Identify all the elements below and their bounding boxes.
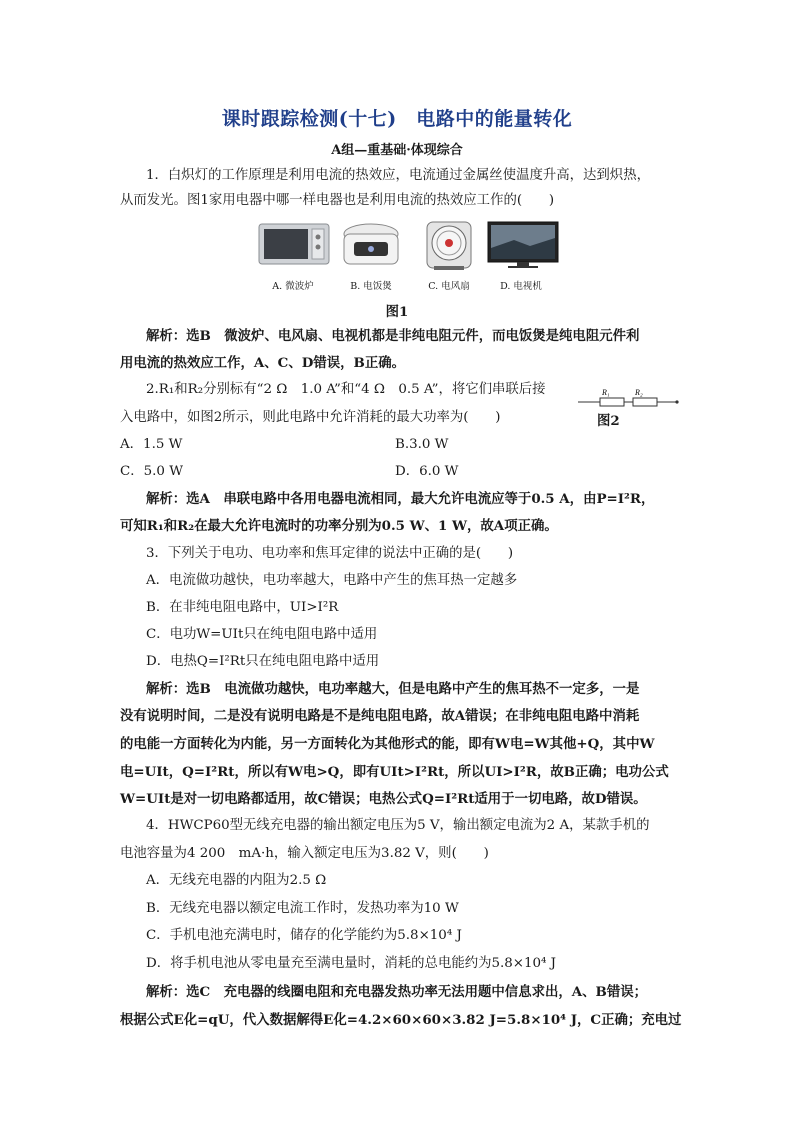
- q1-solution-line-2: 用电流的热效应工作，A、C、D错误，B正确。: [120, 355, 406, 371]
- q3-option-c: C．电功W=UIt只在纯电阻电路中适用: [146, 627, 378, 642]
- resistor-r2-label: R₂: [635, 388, 643, 397]
- option-label-a: A. 微波炉: [272, 281, 314, 292]
- q4-option-d: D．将手机电池从零电量充至满电量时，消耗的总电能约为5.8×10⁴ J: [146, 956, 557, 971]
- q2-options-row-1: [120, 436, 680, 454]
- q2-solution-line-2: 可知R₁和R₂在最大允许电流时的功率分别为0.5 W、1 W，故A项正确。: [120, 518, 558, 534]
- microwave-figure: [258, 220, 328, 298]
- q3-solution-line-4: 电=UIt，Q=I²Rt，所以有W电>Q，即有UIt>I²Rt，所以UI>I²R，故B正确；电功公式: [120, 764, 669, 780]
- figure-2-caption: 图2: [597, 413, 620, 429]
- q3-stem: 3．下列关于电功、电功率和焦耳定律的说法中正确的是( ): [146, 546, 514, 561]
- figure-1-caption: 图1: [385, 304, 409, 320]
- q4-stem-line-1: 4．HWCP60型无线充电器的输出额定电压为5 V，输出额定电流为2 A，某款手机的: [146, 818, 650, 833]
- option-label-d: D. 电视机: [500, 281, 542, 292]
- q4-stem-line-2: 电池容量为4 200 mA·h，输入额定电压为3.82 V，则( ): [120, 846, 489, 861]
- q2-option-c: C．5.0 W: [120, 464, 183, 479]
- microwave-icon: [258, 220, 330, 268]
- q3-option-a: A．电流做功越快，电功率越大，电路中产生的焦耳热一定越多: [146, 573, 518, 588]
- q1-solution-line-1: 解析：选B 微波炉、电风扇、电视机都是非纯电阻元件，而电饭煲是纯电阻元件利: [146, 328, 640, 344]
- q2-option-a: A．1.5 W: [120, 437, 183, 452]
- q2-option-d: D．6.0 W: [395, 464, 459, 479]
- q2-solution-line-1: 解析：选A 串联电路中各用电器电流相同，最大允许电流应等于0.5 A，由P=I²R，: [146, 491, 655, 507]
- q4-option-c: C．手机电池充满电时，储存的化学能约为5.8×10⁴ J: [146, 928, 462, 943]
- q4-option-a: A．无线充电器的内阻为2.5 Ω: [146, 873, 327, 888]
- rice-cooker-icon: [340, 220, 402, 272]
- figure-2-circuit: [578, 383, 680, 423]
- q1-stem-line-2: 从而发光。图1家用电器中哪一样电器也是利用电流的热效应工作的( ): [120, 193, 555, 208]
- q4-solution-line-2: 根据公式E化=qU，代入数据解得E化=4.2×60×60×3.82 J=5.8×10⁴ J，C正确；充电过: [120, 1012, 682, 1028]
- q3-solution-line-5: W=UIt是对一切电路都适用，故C错误；电热公式Q=I²Rt适用于一切电路，故D错误。: [120, 791, 647, 807]
- q4-solution-line-1: 解析：选C 充电器的线圈电阻和充电器发热功率无法用题中信息求出，A、B错误；: [146, 984, 648, 1000]
- section-heading: A组—重基础·体现综合: [331, 143, 463, 158]
- television-icon: [486, 220, 560, 270]
- q3-solution-line-3: 的电能一方面转化为内能，另一方面转化为其他形式的能，即有W电=W其他+Q，其中W: [120, 736, 655, 752]
- q2-stem-line-2: 入电路中，如图2所示，则此电路中允许消耗的最大功率为( ): [120, 410, 501, 425]
- q4-option-b: B．无线充电器以额定电流工作时，发热功率为10 W: [146, 901, 459, 916]
- q2-stem-line-1: 2.R₁和R₂分别标有“2 Ω 1.0 A”和“4 Ω 0.5 A”，将它们串联后接: [146, 382, 546, 397]
- q2-option-b: B.3.0 W: [395, 437, 449, 452]
- fan-figure: [414, 220, 484, 298]
- page-title: 课时跟踪检测(十七) 电路中的能量转化: [221, 108, 573, 130]
- tv-figure: [486, 220, 556, 298]
- rice-cooker-figure: [336, 220, 406, 298]
- option-label-c: C. 电风扇: [428, 281, 470, 292]
- q3-solution-line-2: 没有说明时间，二是没有说明电路是不是纯电阻电路，故A错误；在非纯电阻电路中消耗: [120, 708, 640, 724]
- figure-1-appliances: [258, 220, 558, 298]
- resistor-r1-label: R₁: [602, 388, 610, 397]
- option-label-b: B. 电饭煲: [350, 281, 392, 292]
- fan-icon: [424, 220, 474, 272]
- q3-solution-line-1: 解析：选B 电流做功越快，电功率越大，但是电路中产生的焦耳热不一定多，一是: [146, 681, 640, 697]
- q3-option-b: B．在非纯电阻电路中，UI>I²R: [146, 600, 339, 615]
- q1-stem-line-1: 1．白炽灯的工作原理是利用电流的热效应，电流通过金属丝使温度升高，达到炽热，: [146, 168, 650, 183]
- q2-options-row-2: [120, 463, 680, 481]
- q3-option-d: D．电热Q=I²Rt只在纯电阻电路中适用: [146, 654, 380, 669]
